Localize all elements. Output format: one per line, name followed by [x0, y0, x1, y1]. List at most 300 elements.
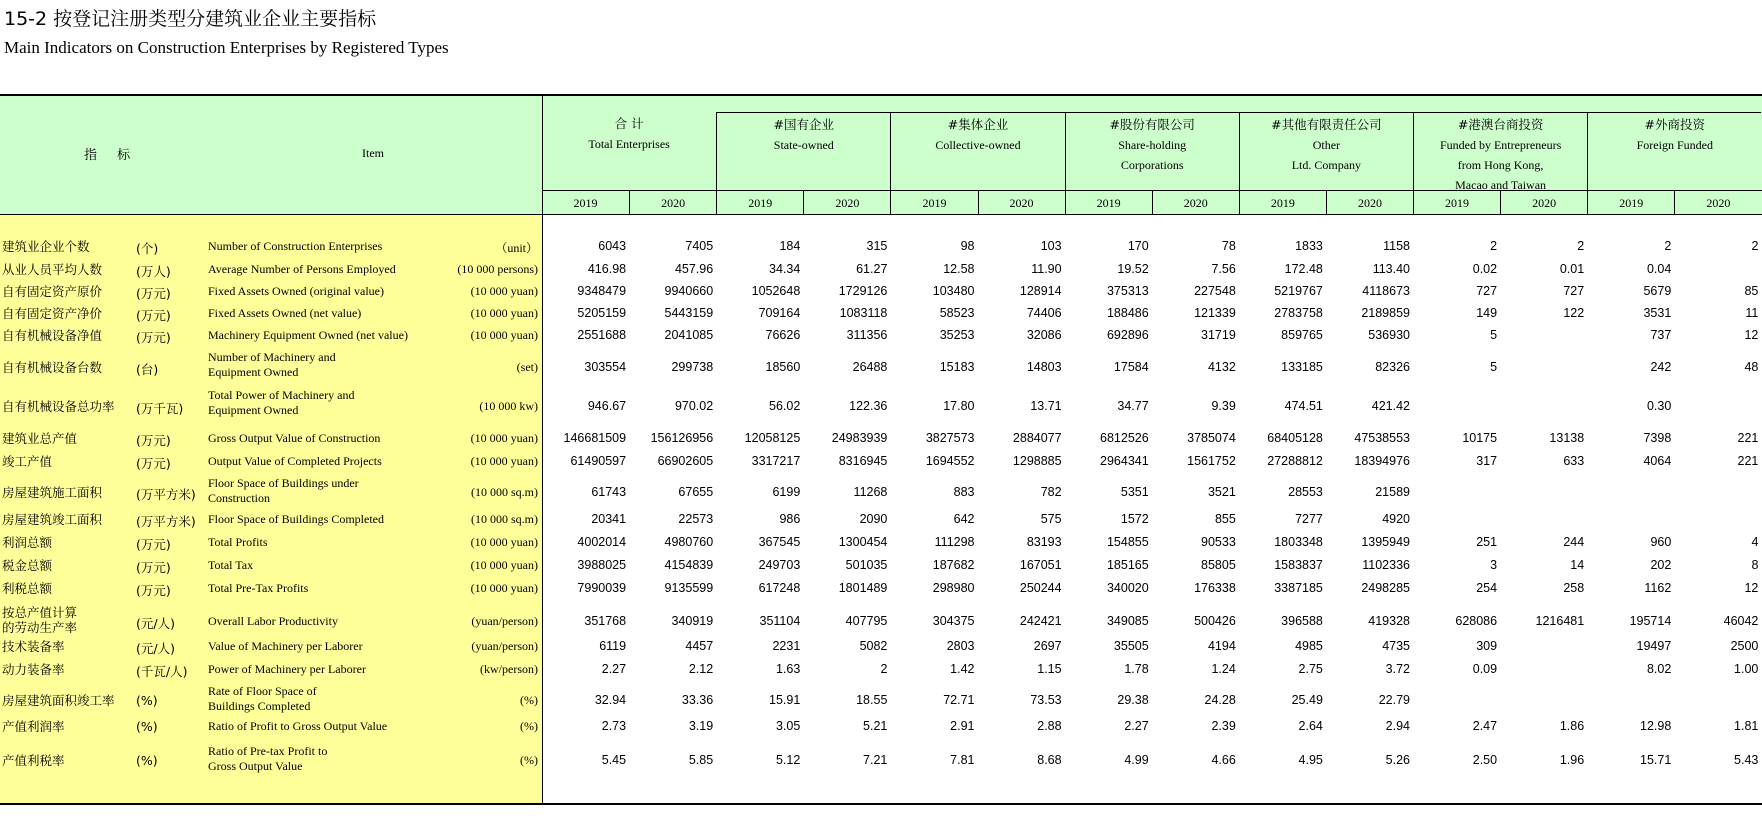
data-cell: 9135599 [664, 581, 714, 595]
table-row [0, 606, 1762, 636]
data-cell: 859765 [1281, 328, 1323, 342]
data-cell: 7.56 [1211, 262, 1236, 276]
data-cell: 24983939 [831, 431, 888, 445]
data-cell: 12 [1744, 581, 1759, 595]
table-row [0, 531, 1762, 554]
data-cell: 3317217 [751, 454, 801, 468]
data-cell: 7.81 [950, 753, 975, 767]
data-cell: 351768 [584, 614, 627, 628]
unit-cn: (万平方米) [136, 487, 196, 502]
data-cell: 33.36 [681, 693, 714, 707]
data-cell: 0.04 [1646, 262, 1672, 276]
indicator-cn: 建筑业企业个数 [2, 239, 90, 254]
data-cell: 121339 [1194, 306, 1236, 320]
data-cell: 3387185 [1274, 581, 1323, 595]
data-cell: 1803348 [1274, 535, 1323, 549]
data-cell: 628086 [1455, 614, 1498, 628]
data-cell: 1.00 [1734, 662, 1759, 676]
data-cell: 244 [1563, 535, 1585, 549]
data-cell: 5.21 [863, 719, 888, 733]
data-cell: 1583837 [1274, 558, 1323, 572]
data-cell: 727 [1476, 284, 1498, 298]
indicator-cn: 按总产值计算 的劳动生产率 [2, 605, 78, 635]
data-cell: 2 [1751, 239, 1759, 253]
data-cell: 3 [1490, 558, 1498, 572]
unit-cn: (万平方米) [136, 514, 196, 529]
unit-cn: (万元) [136, 583, 171, 598]
indicator-cn: 税金总额 [2, 558, 53, 573]
data-cell: 396588 [1281, 614, 1323, 628]
data-cell: 501035 [845, 558, 888, 572]
year-header: 2019 [890, 191, 977, 215]
data-cell: 2884077 [1012, 431, 1062, 445]
column-group-cn: 合 计 [614, 116, 644, 131]
data-cell: 27288812 [1267, 454, 1323, 468]
table-row [0, 302, 1762, 324]
unit-en: (yuan/person) [471, 639, 538, 653]
data-cell: 1833 [1295, 239, 1323, 253]
data-cell: 67655 [678, 485, 714, 499]
data-cell: 1801489 [838, 581, 888, 595]
data-cell: 2697 [1033, 639, 1062, 653]
data-cell: 13.71 [1030, 399, 1062, 413]
data-cell: 19497 [1636, 639, 1672, 653]
data-cell: 970.02 [674, 399, 714, 413]
data-cell: 407795 [845, 614, 888, 628]
data-cell: 692896 [1106, 328, 1149, 342]
data-cell: 4154839 [664, 558, 714, 572]
data-cell: 34.77 [1117, 399, 1149, 413]
data-cell: 15.91 [769, 693, 801, 707]
data-cell: 4.95 [1298, 753, 1323, 767]
data-cell: 167051 [1019, 558, 1062, 572]
data-cell: 1.15 [1037, 662, 1062, 676]
data-cell: 26488 [852, 360, 888, 374]
column-group-cn: #其他有限责任公司 [1271, 117, 1382, 132]
data-cell: 737 [1650, 328, 1672, 342]
data-cell: 2.64 [1298, 719, 1323, 733]
data-cell: 4002014 [577, 535, 627, 549]
indicator-cn: 自有机械设备净值 [2, 328, 103, 343]
data-cell: 61490597 [570, 454, 627, 468]
data-cell: 1.86 [1559, 719, 1585, 733]
year-header: 2019 [573, 196, 598, 210]
data-cell: 9940660 [664, 284, 714, 298]
column-group-en: Total Enterprises [588, 137, 670, 151]
data-cell: 14 [1570, 558, 1585, 572]
data-cell: 2.12 [688, 662, 714, 676]
data-cell: 68405128 [1267, 431, 1323, 445]
data-cell: 1102336 [1362, 558, 1410, 572]
unit-cn: (元/人) [136, 641, 175, 656]
data-cell: 24.28 [1204, 693, 1236, 707]
data-cell: 90533 [1201, 535, 1236, 549]
data-cell: 782 [1040, 485, 1062, 499]
column-group-cn: #集体企业 [947, 117, 1009, 132]
data-cell: 5443159 [664, 306, 714, 320]
data-cell: 5 [1490, 360, 1498, 374]
data-cell: 6119 [599, 639, 627, 653]
table-row [0, 477, 1762, 507]
data-cell: 946.67 [587, 399, 627, 413]
year-header: 2020 [1500, 191, 1587, 215]
year-header: 2020 [629, 191, 716, 215]
data-cell: 19.52 [1117, 262, 1149, 276]
indicator-en: Power of Machinery per Laborer [208, 662, 366, 676]
data-cell: 1216481 [1535, 614, 1585, 628]
column-group-cn: #港澳台商投资 [1457, 117, 1544, 132]
indicator-cn: 产值利润率 [2, 719, 65, 734]
data-cell: 6812526 [1100, 431, 1149, 445]
bottom-rule [0, 803, 1762, 805]
data-cell: 1561752 [1187, 454, 1236, 468]
data-cell: 298980 [932, 581, 975, 595]
unit-en: (10 000 yuan) [470, 306, 538, 320]
unit-cn: (台) [136, 362, 159, 377]
data-cell: 103 [1040, 239, 1062, 253]
data-cell: 25.49 [1291, 693, 1323, 707]
data-cell: 7.21 [863, 753, 888, 767]
data-cell: 61.27 [856, 262, 888, 276]
table-row [0, 258, 1762, 280]
unit-en: (10 000 sq.m) [471, 512, 538, 526]
unit-cn: (万元) [136, 537, 171, 552]
data-cell: 2964341 [1100, 454, 1149, 468]
data-cell: 18.55 [856, 693, 888, 707]
column-group-5 [1413, 112, 1587, 190]
year-header: 2019 [1065, 191, 1152, 215]
data-cell: 28553 [1288, 485, 1323, 499]
indicator-en: Output Value of Completed Projects [208, 454, 382, 468]
data-cell: 7990039 [577, 581, 627, 595]
data-cell: 176338 [1194, 581, 1236, 595]
indicator-en: Total Tax [208, 558, 254, 572]
unit-en: (10 000 persons) [457, 262, 538, 276]
data-cell: 2500 [1730, 639, 1759, 653]
column-group-6 [1587, 112, 1761, 190]
year-header: 2019 [1587, 191, 1674, 215]
column-group-en: Funded by Entrepreneurs from Hong Kong, Macao and Taiwan [1439, 138, 1562, 192]
data-cell: 20341 [591, 512, 627, 526]
data-cell: 188486 [1106, 306, 1149, 320]
data-cell: 617248 [758, 581, 801, 595]
indicator-en: Value of Machinery per Laborer [208, 639, 363, 653]
data-cell: 2090 [859, 512, 888, 526]
data-cell: 1.78 [1124, 662, 1149, 676]
data-cell: 1729126 [838, 284, 888, 298]
table-row [0, 715, 1762, 738]
data-cell: 172.48 [1284, 262, 1323, 276]
table-row [0, 280, 1762, 302]
data-cell: 1395949 [1361, 535, 1410, 549]
data-cell: 10175 [1462, 431, 1498, 445]
data-cell: 202 [1650, 558, 1672, 572]
data-cell: 883 [953, 485, 975, 499]
data-cell: 375313 [1106, 284, 1149, 298]
unit-en: (yuan/person) [471, 614, 538, 628]
data-cell: 76626 [765, 328, 801, 342]
data-cell: 74406 [1026, 306, 1062, 320]
data-cell: 299738 [671, 360, 714, 374]
data-cell: 35505 [1113, 639, 1149, 653]
data-cell: 13138 [1549, 431, 1585, 445]
data-cell: 128914 [1019, 284, 1062, 298]
data-cell: 4132 [1207, 360, 1236, 374]
column-group-en: Foreign Funded [1636, 138, 1713, 152]
data-cell: 5205159 [577, 306, 627, 320]
year-header: 2020 [1326, 191, 1413, 215]
data-cell: 5 [1490, 328, 1498, 342]
unit-en: (set) [516, 360, 538, 374]
data-cell: 2783758 [1274, 306, 1323, 320]
table-row [0, 554, 1762, 577]
data-cell: 3531 [1643, 306, 1672, 320]
table-row [0, 389, 1762, 423]
data-cell: 8316945 [838, 454, 888, 468]
data-cell: 12.58 [943, 262, 975, 276]
data-cell: 1052648 [751, 284, 801, 298]
data-cell: 709164 [758, 306, 801, 320]
data-cell: 303554 [584, 360, 627, 374]
indicator-en: Number of Machinery and Equipment Owned [208, 350, 336, 379]
data-cell: 12058125 [744, 431, 801, 445]
data-cell: 2189859 [1361, 306, 1410, 320]
data-cell: 4 [1751, 535, 1759, 549]
data-cell: 575 [1040, 512, 1062, 526]
data-cell: 195714 [1629, 614, 1672, 628]
unit-en: (10 000 yuan) [470, 535, 538, 549]
data-cell: 156126956 [650, 431, 714, 445]
year-header: 2020 [803, 191, 890, 215]
data-cell: 2.39 [1211, 719, 1236, 733]
data-cell: 4985 [1295, 639, 1323, 653]
table-row [0, 450, 1762, 473]
unit-cn: (万元) [136, 330, 171, 345]
data-cell: 98 [960, 239, 975, 253]
data-cell: 317 [1476, 454, 1498, 468]
data-cell: 5.26 [1385, 753, 1410, 767]
data-cell: 311356 [846, 328, 888, 342]
data-cell: 8.68 [1037, 753, 1062, 767]
data-cell: 7277 [1295, 512, 1323, 526]
indicator-cn: 房屋建筑施工面积 [2, 485, 103, 500]
data-cell: 351104 [759, 614, 801, 628]
data-cell: 2.75 [1298, 662, 1323, 676]
data-cell: 32.94 [594, 693, 627, 707]
data-cell: 47538553 [1354, 431, 1410, 445]
data-cell: 5.45 [601, 753, 627, 767]
column-group-4 [1239, 112, 1413, 190]
table-header [0, 96, 1762, 215]
table-row [0, 427, 1762, 450]
data-cell: 22.79 [1378, 693, 1410, 707]
data-cell: 4064 [1643, 454, 1672, 468]
unit-en: (10 000 yuan) [470, 558, 538, 572]
indicator-en: Number of Construction Enterprises [208, 239, 383, 253]
data-cell: 3785074 [1187, 431, 1236, 445]
data-cell: 367545 [758, 535, 801, 549]
indicator-cn: 技术装备率 [2, 639, 65, 654]
unit-cn: (万千瓦) [136, 401, 184, 416]
data-cell: 4194 [1207, 639, 1236, 653]
data-cell: 2041085 [664, 328, 714, 342]
data-cell: 149 [1476, 306, 1498, 320]
data-cell: 4735 [1382, 639, 1410, 653]
unit-cn: (千瓦/人) [136, 664, 188, 679]
indicator-cn: 自有机械设备台数 [2, 360, 103, 375]
data-cell: 31719 [1201, 328, 1236, 342]
year-header: 2020 [1674, 191, 1761, 215]
indicator-en: Floor Space of Buildings under Construction [208, 476, 359, 505]
data-cell: 2.50 [1472, 753, 1498, 767]
data-cell: 29.38 [1117, 693, 1149, 707]
indicator-cn: 从业人员平均人数 [2, 262, 103, 277]
indicator-cn: 利润总额 [2, 535, 53, 550]
data-cell: 2.94 [1385, 719, 1410, 733]
data-cell: 5082 [859, 639, 888, 653]
indicator-en: Fixed Assets Owned (original value) [208, 284, 384, 298]
table-row [0, 658, 1762, 681]
data-cell: 15183 [939, 360, 975, 374]
unit-cn: (万元) [136, 286, 171, 301]
unit-en: （unit） [495, 241, 538, 255]
data-cell: 122.36 [849, 399, 888, 413]
data-cell: 340919 [671, 614, 714, 628]
data-cell: 83193 [1026, 535, 1062, 549]
data-cell: 17.80 [943, 399, 975, 413]
data-cell: 85 [1744, 284, 1759, 298]
data-cell: 184 [779, 239, 801, 253]
unit-en: (10 000 yuan) [470, 581, 538, 595]
indicator-en: Average Number of Persons Employed [208, 262, 396, 276]
indicator-en: Machinery Equipment Owned (net value) [208, 328, 408, 342]
data-cell: 500426 [1194, 614, 1236, 628]
data-cell: 4.99 [1124, 753, 1149, 767]
data-cell: 146681509 [563, 431, 627, 445]
column-group-en: Other Ltd. Company [1291, 138, 1362, 172]
column-group-en: State-owned [773, 138, 834, 152]
column-group-3 [1065, 112, 1239, 190]
data-cell: 0.02 [1472, 262, 1498, 276]
data-cell: 221 [1737, 431, 1759, 445]
data-cell: 4457 [685, 639, 714, 653]
column-group-en: Share-holding Corporations [1118, 138, 1187, 172]
data-cell: 82326 [1375, 360, 1410, 374]
indicator-cn: 自有固定资产原价 [2, 284, 103, 299]
data-cell: 474.51 [1284, 399, 1323, 413]
data-cell: 14803 [1026, 360, 1062, 374]
indicator-cn: 竣工产值 [2, 454, 53, 469]
unit-cn: (万元) [136, 456, 171, 471]
column-group-1 [716, 112, 890, 190]
year-header: 2019 [716, 191, 803, 215]
data-cell: 2551688 [577, 328, 627, 342]
data-cell: 1158 [1383, 239, 1410, 253]
data-cell: 122 [1563, 306, 1585, 320]
indicator-cn: 利税总额 [2, 581, 53, 596]
column-group-en: Collective-owned [935, 138, 1021, 152]
data-cell: 536930 [1368, 328, 1410, 342]
data-cell: 58523 [939, 306, 975, 320]
unit-en: (10 000 yuan) [470, 328, 538, 342]
data-cell: 0.30 [1646, 399, 1672, 413]
data-cell: 6199 [772, 485, 801, 499]
indicator-en: Gross Output Value of Construction [208, 431, 381, 445]
data-cell: 66902605 [657, 454, 714, 468]
indicator-en: Total Profits [208, 535, 268, 549]
data-cell: 0.01 [1559, 262, 1585, 276]
indicator-cn: 自有固定资产净价 [2, 306, 103, 321]
data-cell: 2.73 [601, 719, 627, 733]
data-cell: 4920 [1382, 512, 1410, 526]
data-cell: 3827573 [925, 431, 975, 445]
table-row [0, 508, 1762, 531]
data-cell: 960 [1650, 535, 1672, 549]
data-cell: 5351 [1120, 485, 1149, 499]
data-cell: 103480 [932, 284, 975, 298]
data-cell: 3.19 [688, 719, 714, 733]
data-cell: 3521 [1207, 485, 1236, 499]
data-cell: 18394976 [1354, 454, 1410, 468]
data-cell: 2.88 [1037, 719, 1062, 733]
year-header: 2019 [1239, 191, 1326, 215]
indicator-cn: 房屋建筑面积竣工率 [2, 693, 115, 708]
year-header: 2020 [978, 191, 1065, 215]
data-cell: 1.24 [1211, 662, 1236, 676]
data-cell: 3.05 [775, 719, 801, 733]
data-cell: 250244 [1019, 581, 1062, 595]
indicator-cn: 建筑业总产值 [2, 431, 78, 446]
data-cell: 61743 [591, 485, 627, 499]
data-cell: 133185 [1281, 360, 1323, 374]
data-cell: 421.42 [1371, 399, 1410, 413]
data-cell: 2 [880, 662, 888, 676]
data-cell: 5.85 [688, 753, 714, 767]
data-cell: 56.02 [769, 399, 801, 413]
data-cell: 0.09 [1472, 662, 1498, 676]
unit-cn: (万元) [136, 308, 171, 323]
data-cell: 22573 [678, 512, 714, 526]
data-cell: 185165 [1106, 558, 1149, 572]
data-cell: 3988025 [577, 558, 627, 572]
data-cell: 7398 [1643, 431, 1672, 445]
data-cell: 2.91 [950, 719, 975, 733]
data-cell: 1298885 [1012, 454, 1062, 468]
data-cell: 12.98 [1640, 719, 1672, 733]
indicator-cn: 房屋建筑竣工面积 [2, 512, 103, 527]
data-cell: 154855 [1106, 535, 1149, 549]
table-row [0, 745, 1762, 775]
data-cell: 242 [1650, 360, 1672, 374]
data-cell: 17584 [1113, 360, 1149, 374]
data-cell: 1.63 [775, 662, 801, 676]
data-cell: 1083118 [839, 306, 888, 320]
data-cell: 5219767 [1274, 284, 1323, 298]
data-cell: 32086 [1026, 328, 1062, 342]
data-cell: 12 [1744, 328, 1759, 342]
column-group-cn: #股份有限公司 [1109, 117, 1195, 132]
data-cell: 15.71 [1640, 753, 1672, 767]
data-cell: 1162 [1644, 581, 1672, 595]
data-cell: 727 [1563, 284, 1585, 298]
unit-cn: (元/人) [136, 616, 175, 631]
data-cell: 35253 [939, 328, 975, 342]
data-cell: 1572 [1120, 512, 1149, 526]
data-cell: 986 [779, 512, 801, 526]
page-title-cn: 15-2 按登记注册类型分建筑业企业主要指标 [4, 8, 377, 30]
year-header: 2020 [1152, 191, 1239, 215]
data-cell: 4.66 [1211, 753, 1236, 767]
